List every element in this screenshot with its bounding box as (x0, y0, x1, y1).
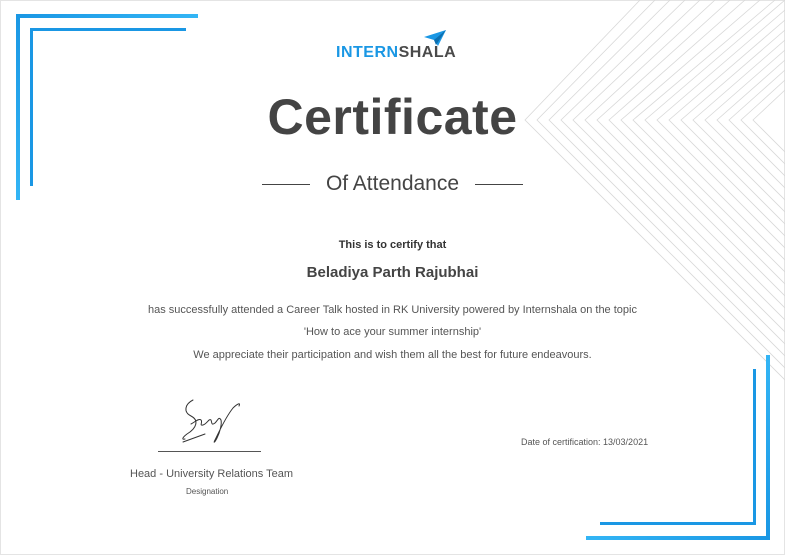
corner-bar-bottom-right-outer-h (586, 536, 770, 540)
signature-image (175, 394, 245, 446)
logo-text-intern: INTERN (336, 44, 399, 61)
subtitle-rule-right (475, 184, 523, 185)
subtitle-rule-left (262, 184, 310, 185)
body-text-line-1: has successfully attended a Career Talk hosted in RK University powered by Internshala on the topic (148, 304, 637, 316)
subtitle-row (0, 172, 785, 196)
corner-bar-top-left-outer-h (16, 14, 198, 18)
designation-label: Designation (186, 487, 229, 496)
logo-wordmark (336, 44, 456, 62)
corner-bar-bottom-right-inner-v (753, 369, 756, 525)
internshala-logo (336, 30, 456, 62)
date-of-certification: Date of certification: 13/03/2021 (521, 437, 649, 447)
recipient-name: Beladiya Parth Rajubhai (306, 264, 479, 281)
signature-line (158, 451, 261, 452)
body-text-topic: 'How to ace your summer internship' (303, 326, 482, 338)
line-pattern-decoration (455, 0, 785, 400)
corner-bar-bottom-right-inner-h (600, 522, 756, 525)
certificate-title: Certificate (267, 89, 518, 145)
corner-bar-top-left-inner-h (30, 28, 186, 31)
corner-bar-bottom-right-outer-v (766, 355, 770, 540)
certify-text: This is to certify that (338, 239, 447, 251)
certificate-subtitle: Of Attendance (325, 172, 460, 195)
logo-text-shala: SHALA (398, 44, 457, 61)
body-text-line-3: We appreciate their participation and wish them all the best for future endeavours. (193, 349, 592, 361)
signatory-title: Head - University Relations Team (130, 468, 294, 480)
